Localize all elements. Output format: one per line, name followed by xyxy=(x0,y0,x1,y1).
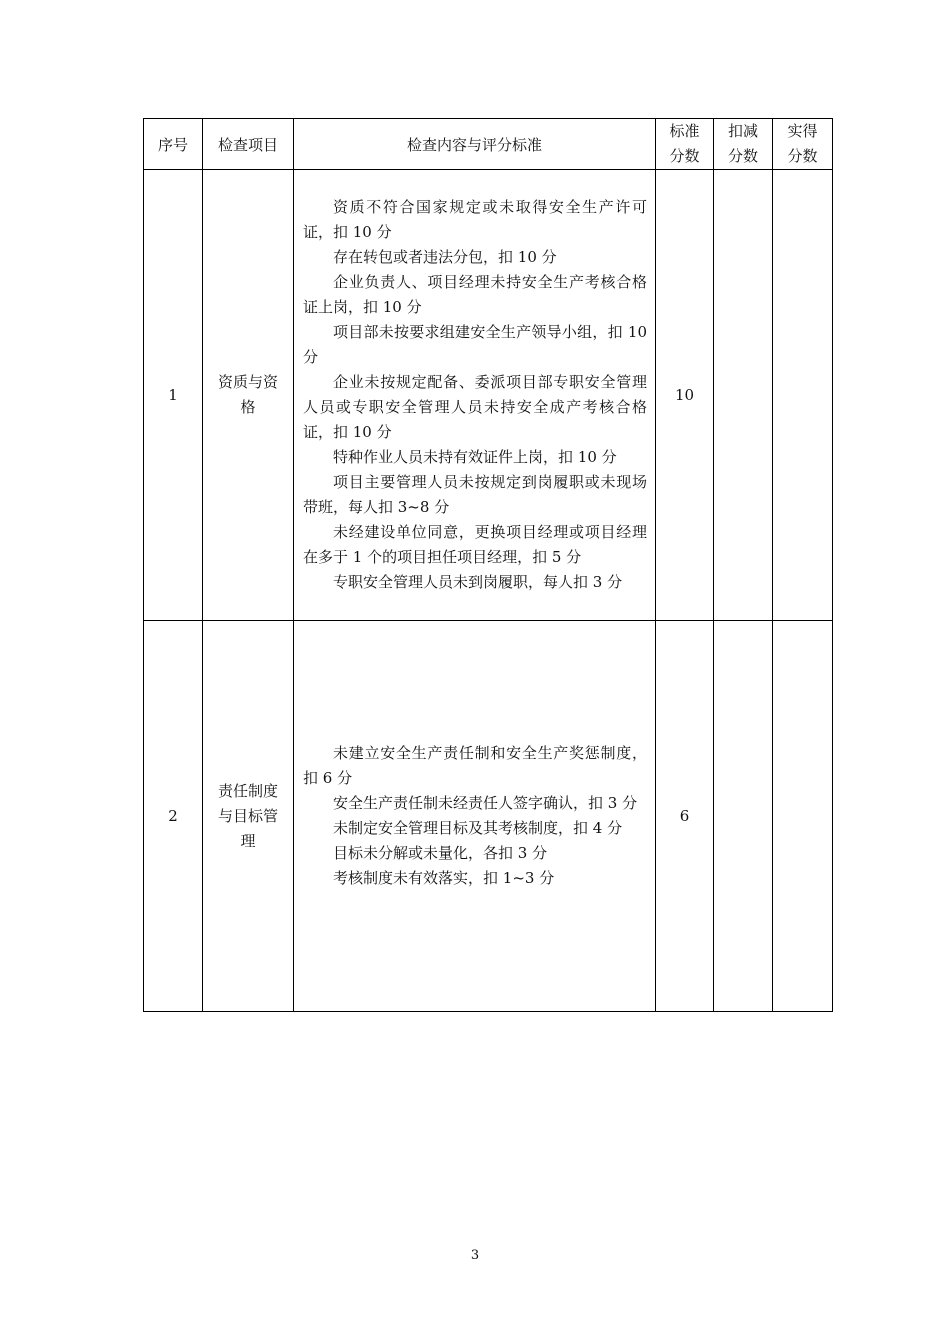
header-deduct-score xyxy=(714,119,773,170)
page-number: 3 xyxy=(470,1248,480,1263)
table-row xyxy=(144,621,833,1012)
criterion: 项目部未按要求组建安全生产领导小组，扣 10 分 xyxy=(303,323,647,366)
criterion: 资质不符合国家规定或未取得安全生产许可证，扣 10 分 xyxy=(303,198,647,241)
row-item-line: 理 xyxy=(240,831,256,850)
row-criteria xyxy=(294,170,656,621)
header-seq: 序号 xyxy=(144,119,203,170)
row-actual-score xyxy=(773,170,833,621)
header-deduct-line1: 扣减 xyxy=(727,122,758,140)
header-content: 检查内容与评分标准 xyxy=(294,119,656,170)
criterion: 特种作业人员未持有效证件上岗，扣 10 分 xyxy=(333,448,617,466)
inspection-score-table xyxy=(143,118,833,1012)
criterion: 未建立安全生产责任制和安全生产奖惩制度，扣 6 分 xyxy=(303,744,647,787)
header-standard-line1: 标准 xyxy=(669,122,700,140)
criterion: 专职安全管理人员未到岗履职，每人扣 3 分 xyxy=(333,573,623,591)
criterion: 存在转包或者违法分包，扣 10 分 xyxy=(333,248,557,266)
row-seq: 1 xyxy=(144,170,203,621)
header-item: 检查项目 xyxy=(203,119,294,170)
criterion: 企业未按规定配备、委派项目部专职安全管理人员或专职安全管理人员未持安全成产考核合格证，扣 10 分 xyxy=(303,373,647,441)
row-criteria xyxy=(294,621,656,1012)
criterion: 企业负责人、项目经理未持安全生产考核合格证上岗，扣 10 分 xyxy=(303,273,647,316)
row-item xyxy=(203,621,294,1012)
row-actual-score xyxy=(773,621,833,1012)
criterion: 考核制度未有效落实，扣 1~3 分 xyxy=(333,869,555,887)
row-standard-score: 10 xyxy=(656,170,714,621)
row-item xyxy=(203,170,294,621)
row-item-line: 与目标管 xyxy=(217,806,278,825)
criterion: 未制定安全管理目标及其考核制度，扣 4 分 xyxy=(333,819,623,837)
header-standard-score xyxy=(656,119,714,170)
header-actual-line2: 分数 xyxy=(787,147,818,165)
table-row xyxy=(144,170,833,621)
row-standard-score: 6 xyxy=(656,621,714,1012)
criterion: 安全生产责任制未经责任人签字确认，扣 3 分 xyxy=(333,794,638,812)
row-deduct-score xyxy=(714,170,773,621)
row-item-line: 资质与资 xyxy=(217,373,278,391)
header-actual-line1: 实得 xyxy=(787,122,818,140)
criterion: 未经建设单位同意，更换项目经理或项目经理在多于 1 个的项目担任项目经理，扣 5 分 xyxy=(303,523,647,566)
header-actual-score xyxy=(773,119,833,170)
row-item-line: 格 xyxy=(240,398,256,416)
row-seq: 2 xyxy=(144,621,203,1012)
row-deduct-score xyxy=(714,621,773,1012)
criterion: 目标未分解或未量化，各扣 3 分 xyxy=(333,844,548,862)
header-row xyxy=(144,119,833,170)
row-item-line: 责任制度 xyxy=(217,781,278,800)
criterion: 项目主要管理人员未按规定到岗履职或未现场带班，每人扣 3~8 分 xyxy=(303,473,647,516)
header-deduct-line2: 分数 xyxy=(727,147,758,165)
header-standard-line2: 分数 xyxy=(669,147,700,165)
